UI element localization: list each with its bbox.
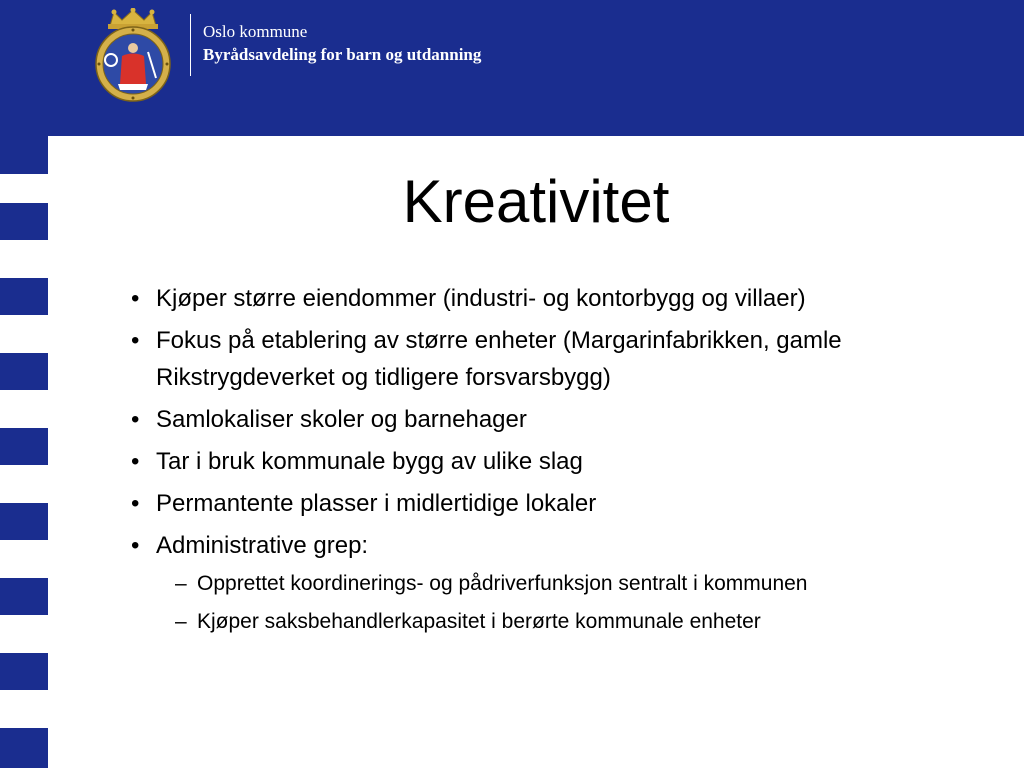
sub-bullet-marker: – (175, 572, 187, 595)
stripe-block (0, 503, 48, 540)
bullet-item (131, 401, 1011, 438)
bullet-item (131, 280, 1011, 317)
stripe-block (0, 428, 48, 465)
sub-bullet-marker: – (175, 610, 187, 633)
oslo-coat-of-arms-icon (88, 8, 178, 102)
sub-bullet-text: Kjøper saksbehandlerkapasitet i berørte kommunale enheter (197, 610, 761, 633)
stripe-block (0, 653, 48, 690)
organization-name: Oslo kommune (203, 22, 308, 41)
bullet-item (131, 485, 1011, 522)
bullet-marker: • (131, 532, 140, 559)
bullet-list (131, 280, 1011, 645)
bullet-text: Permantente plasser i midlertidige lokaler (156, 490, 597, 517)
header-divider (190, 14, 191, 76)
bullet-text: Fokus på etablering av større enheter (Margarinfabrikken, gamle Rikstrygdeverket og tidligere forsvarsbygg) (156, 327, 842, 391)
bullet-text: Administrative grep: (156, 532, 369, 559)
stripe-block (0, 353, 48, 390)
department-name: Byrådsavdeling for barn og utdanning (203, 45, 482, 64)
stripe-block (0, 203, 48, 240)
bullet-marker: • (131, 406, 140, 433)
bullet-marker: • (131, 490, 140, 517)
bullet-text: Samlokaliser skoler og barnehager (156, 406, 527, 433)
bullet-text: Tar i bruk kommunale bygg av ulike slag (156, 448, 583, 475)
bullet-marker: • (131, 285, 140, 312)
bullet-item (131, 527, 1011, 564)
stripe-block (0, 136, 48, 174)
sub-bullet-item (131, 569, 1011, 599)
sub-bullet-item (131, 607, 1011, 637)
bullet-text: Kjøper større eiendommer (industri- og kontorbygg og villaer) (156, 285, 806, 312)
header-banner (0, 0, 1024, 136)
bullet-marker: • (131, 327, 140, 354)
bullet-item (131, 322, 1011, 396)
left-stripe-decoration (0, 136, 48, 768)
stripe-block (0, 278, 48, 315)
slide-title: Kreativitet (402, 168, 670, 235)
sub-bullet-text: Opprettet koordinerings- og pådriverfunksjon sentralt i kommunen (197, 572, 808, 595)
stripe-block (0, 728, 48, 768)
stripe-block (0, 578, 48, 615)
bullet-marker: • (131, 448, 140, 475)
bullet-item (131, 443, 1011, 480)
